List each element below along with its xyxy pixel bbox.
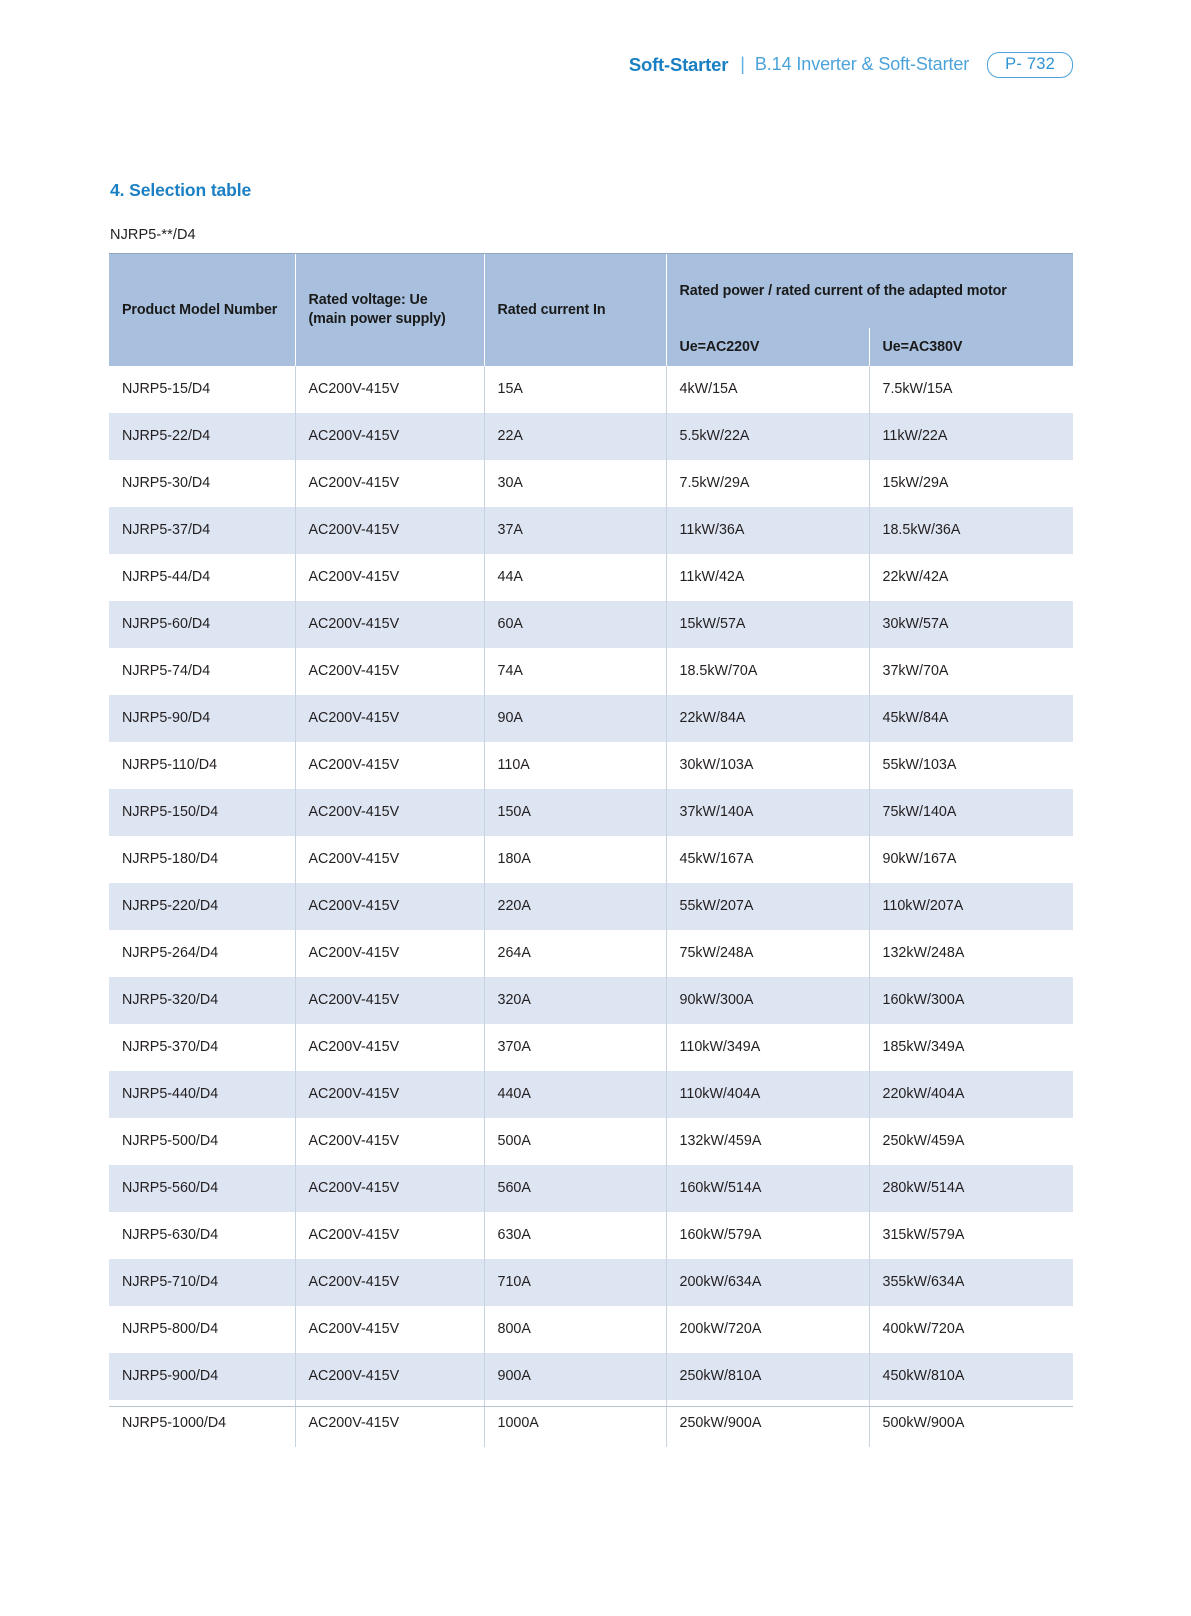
table-row (109, 1400, 1073, 1447)
selection-table-container (109, 254, 1073, 1447)
cell-power-ac380v: 220kW/404A (869, 1071, 1073, 1118)
cell-power-ac220v: 5.5kW/22A (666, 413, 869, 460)
cell-power-ac380v: 110kW/207A (869, 883, 1073, 930)
header-title: Soft-Starter (628, 53, 729, 75)
cell-power-ac220v: 110kW/349A (666, 1024, 869, 1071)
table-row (109, 1024, 1073, 1071)
cell-product-model-number: NJRP5-110/D4 (109, 742, 295, 789)
cell-power-ac380v: 11kW/22A (869, 413, 1073, 460)
cell-rated-voltage: AC200V-415V (295, 648, 484, 695)
cell-power-ac220v: 22kW/84A (666, 695, 869, 742)
cell-rated-current: 1000A (484, 1400, 666, 1447)
cell-power-ac380v: 400kW/720A (869, 1306, 1073, 1353)
cell-power-ac220v: 7.5kW/29A (666, 460, 869, 507)
column-header-ue-ac380v: Ue=AC380V (869, 328, 1073, 366)
cell-product-model-number: NJRP5-90/D4 (109, 695, 295, 742)
cell-product-model-number: NJRP5-150/D4 (109, 789, 295, 836)
cell-rated-voltage: AC200V-415V (295, 742, 484, 789)
cell-rated-voltage: AC200V-415V (295, 366, 484, 413)
cell-power-ac220v: 200kW/634A (666, 1259, 869, 1306)
cell-rated-voltage: AC200V-415V (295, 1259, 484, 1306)
cell-power-ac220v: 160kW/579A (666, 1212, 869, 1259)
rated-voltage-line-2: (main power supply) (308, 311, 446, 327)
cell-power-ac380v: 22kW/42A (869, 554, 1073, 601)
cell-rated-voltage: AC200V-415V (295, 789, 484, 836)
cell-rated-current: 22A (484, 413, 666, 460)
cell-power-ac220v: 250kW/900A (666, 1400, 869, 1447)
cell-rated-voltage: AC200V-415V (295, 695, 484, 742)
table-row (109, 1212, 1073, 1259)
cell-rated-voltage: AC200V-415V (295, 413, 484, 460)
cell-product-model-number: NJRP5-37/D4 (109, 507, 295, 554)
column-header-rated-voltage (295, 254, 484, 366)
cell-power-ac380v: 37kW/70A (869, 648, 1073, 695)
cell-product-model-number: NJRP5-22/D4 (109, 413, 295, 460)
cell-product-model-number: NJRP5-800/D4 (109, 1306, 295, 1353)
page-header (629, 52, 1073, 78)
cell-product-model-number: NJRP5-15/D4 (109, 366, 295, 413)
column-header-rated-power-group: Rated power / rated current of the adapted motor (666, 254, 1073, 328)
cell-product-model-number: NJRP5-30/D4 (109, 460, 295, 507)
cell-power-ac380v: 7.5kW/15A (869, 366, 1073, 413)
cell-rated-current: 30A (484, 460, 666, 507)
cell-power-ac380v: 30kW/57A (869, 601, 1073, 648)
cell-power-ac220v: 15kW/57A (666, 601, 869, 648)
cell-rated-current: 440A (484, 1071, 666, 1118)
table-row (109, 930, 1073, 977)
table-row (109, 789, 1073, 836)
cell-rated-voltage: AC200V-415V (295, 1165, 484, 1212)
cell-rated-current: 500A (484, 1118, 666, 1165)
table-bottom-rule (109, 1406, 1073, 1407)
cell-rated-voltage: AC200V-415V (295, 460, 484, 507)
table-head (109, 254, 1073, 366)
cell-rated-current: 370A (484, 1024, 666, 1071)
table-row (109, 836, 1073, 883)
table-row (109, 648, 1073, 695)
cell-rated-voltage: AC200V-415V (295, 554, 484, 601)
cell-product-model-number: NJRP5-220/D4 (109, 883, 295, 930)
cell-power-ac380v: 500kW/900A (869, 1400, 1073, 1447)
table-row (109, 366, 1073, 413)
cell-power-ac380v: 55kW/103A (869, 742, 1073, 789)
cell-power-ac380v: 280kW/514A (869, 1165, 1073, 1212)
cell-rated-current: 74A (484, 648, 666, 695)
cell-rated-current: 44A (484, 554, 666, 601)
cell-power-ac380v: 450kW/810A (869, 1353, 1073, 1400)
cell-rated-voltage: AC200V-415V (295, 507, 484, 554)
table-header-row-1 (109, 254, 1073, 328)
cell-product-model-number: NJRP5-500/D4 (109, 1118, 295, 1165)
cell-rated-voltage: AC200V-415V (295, 836, 484, 883)
cell-power-ac380v: 18.5kW/36A (869, 507, 1073, 554)
page-number-badge: P- 732 (987, 52, 1073, 78)
column-header-rated-current: Rated current In (484, 254, 666, 366)
table-row (109, 601, 1073, 648)
table-row (109, 977, 1073, 1024)
page-title: 4. Selection table (110, 180, 252, 200)
cell-rated-current: 560A (484, 1165, 666, 1212)
cell-rated-voltage: AC200V-415V (295, 1118, 484, 1165)
cell-rated-current: 710A (484, 1259, 666, 1306)
cell-product-model-number: NJRP5-560/D4 (109, 1165, 295, 1212)
cell-power-ac220v: 18.5kW/70A (666, 648, 869, 695)
table-row (109, 1165, 1073, 1212)
cell-rated-current: 180A (484, 836, 666, 883)
cell-power-ac380v: 355kW/634A (869, 1259, 1073, 1306)
cell-power-ac380v: 90kW/167A (869, 836, 1073, 883)
header-subtitle: B.14 Inverter & Soft-Starter (754, 54, 970, 75)
cell-power-ac220v: 250kW/810A (666, 1353, 869, 1400)
cell-rated-current: 60A (484, 601, 666, 648)
cell-rated-voltage: AC200V-415V (295, 1212, 484, 1259)
cell-rated-voltage: AC200V-415V (295, 1024, 484, 1071)
cell-rated-current: 90A (484, 695, 666, 742)
cell-power-ac220v: 4kW/15A (666, 366, 869, 413)
cell-product-model-number: NJRP5-1000/D4 (109, 1400, 295, 1447)
cell-power-ac220v: 160kW/514A (666, 1165, 869, 1212)
cell-power-ac380v: 315kW/579A (869, 1212, 1073, 1259)
table-row (109, 742, 1073, 789)
cell-rated-current: 37A (484, 507, 666, 554)
column-header-product-model-number: Product Model Number (109, 254, 295, 366)
cell-product-model-number: NJRP5-440/D4 (109, 1071, 295, 1118)
selection-table (109, 254, 1073, 1447)
cell-power-ac220v: 110kW/404A (666, 1071, 869, 1118)
cell-product-model-number: NJRP5-44/D4 (109, 554, 295, 601)
table-row (109, 507, 1073, 554)
cell-power-ac220v: 11kW/42A (666, 554, 869, 601)
cell-rated-current: 150A (484, 789, 666, 836)
cell-product-model-number: NJRP5-60/D4 (109, 601, 295, 648)
rated-voltage-line-1: Rated voltage: Ue (308, 292, 428, 309)
cell-rated-current: 15A (484, 366, 666, 413)
cell-rated-voltage: AC200V-415V (295, 977, 484, 1024)
cell-rated-current: 630A (484, 1212, 666, 1259)
cell-rated-current: 110A (484, 742, 666, 789)
cell-product-model-number: NJRP5-370/D4 (109, 1024, 295, 1071)
table-row (109, 1071, 1073, 1118)
cell-rated-current: 900A (484, 1353, 666, 1400)
table-row (109, 1118, 1073, 1165)
header-separator: | (740, 54, 745, 75)
table-row (109, 883, 1073, 930)
cell-power-ac220v: 37kW/140A (666, 789, 869, 836)
cell-product-model-number: NJRP5-264/D4 (109, 930, 295, 977)
cell-rated-current: 320A (484, 977, 666, 1024)
cell-power-ac220v: 132kW/459A (666, 1118, 869, 1165)
table-row (109, 1353, 1073, 1400)
cell-power-ac220v: 11kW/36A (666, 507, 869, 554)
table-row (109, 554, 1073, 601)
cell-rated-voltage: AC200V-415V (295, 1353, 484, 1400)
table-body (109, 366, 1073, 1447)
cell-power-ac220v: 200kW/720A (666, 1306, 869, 1353)
cell-power-ac380v: 45kW/84A (869, 695, 1073, 742)
table-row (109, 695, 1073, 742)
cell-power-ac220v: 55kW/207A (666, 883, 869, 930)
cell-rated-voltage: AC200V-415V (295, 1306, 484, 1353)
cell-rated-current: 264A (484, 930, 666, 977)
cell-rated-voltage: AC200V-415V (295, 1071, 484, 1118)
column-header-ue-ac220v: Ue=AC220V (666, 328, 869, 366)
cell-power-ac380v: 132kW/248A (869, 930, 1073, 977)
cell-product-model-number: NJRP5-900/D4 (109, 1353, 295, 1400)
cell-product-model-number: NJRP5-320/D4 (109, 977, 295, 1024)
table-row (109, 413, 1073, 460)
cell-power-ac380v: 15kW/29A (869, 460, 1073, 507)
cell-rated-voltage: AC200V-415V (295, 1400, 484, 1447)
cell-power-ac220v: 90kW/300A (666, 977, 869, 1024)
table-row (109, 460, 1073, 507)
cell-rated-voltage: AC200V-415V (295, 601, 484, 648)
cell-power-ac220v: 45kW/167A (666, 836, 869, 883)
cell-product-model-number: NJRP5-630/D4 (109, 1212, 295, 1259)
cell-power-ac380v: 185kW/349A (869, 1024, 1073, 1071)
cell-power-ac220v: 75kW/248A (666, 930, 869, 977)
table-row (109, 1306, 1073, 1353)
cell-power-ac380v: 250kW/459A (869, 1118, 1073, 1165)
table-row (109, 1259, 1073, 1306)
cell-power-ac380v: 160kW/300A (869, 977, 1073, 1024)
cell-power-ac380v: 75kW/140A (869, 789, 1073, 836)
table-caption: NJRP5-**/D4 (110, 227, 196, 243)
cell-product-model-number: NJRP5-710/D4 (109, 1259, 295, 1306)
cell-rated-voltage: AC200V-415V (295, 930, 484, 977)
cell-power-ac220v: 30kW/103A (666, 742, 869, 789)
cell-rated-current: 800A (484, 1306, 666, 1353)
cell-product-model-number: NJRP5-74/D4 (109, 648, 295, 695)
cell-rated-voltage: AC200V-415V (295, 883, 484, 930)
cell-rated-current: 220A (484, 883, 666, 930)
cell-product-model-number: NJRP5-180/D4 (109, 836, 295, 883)
